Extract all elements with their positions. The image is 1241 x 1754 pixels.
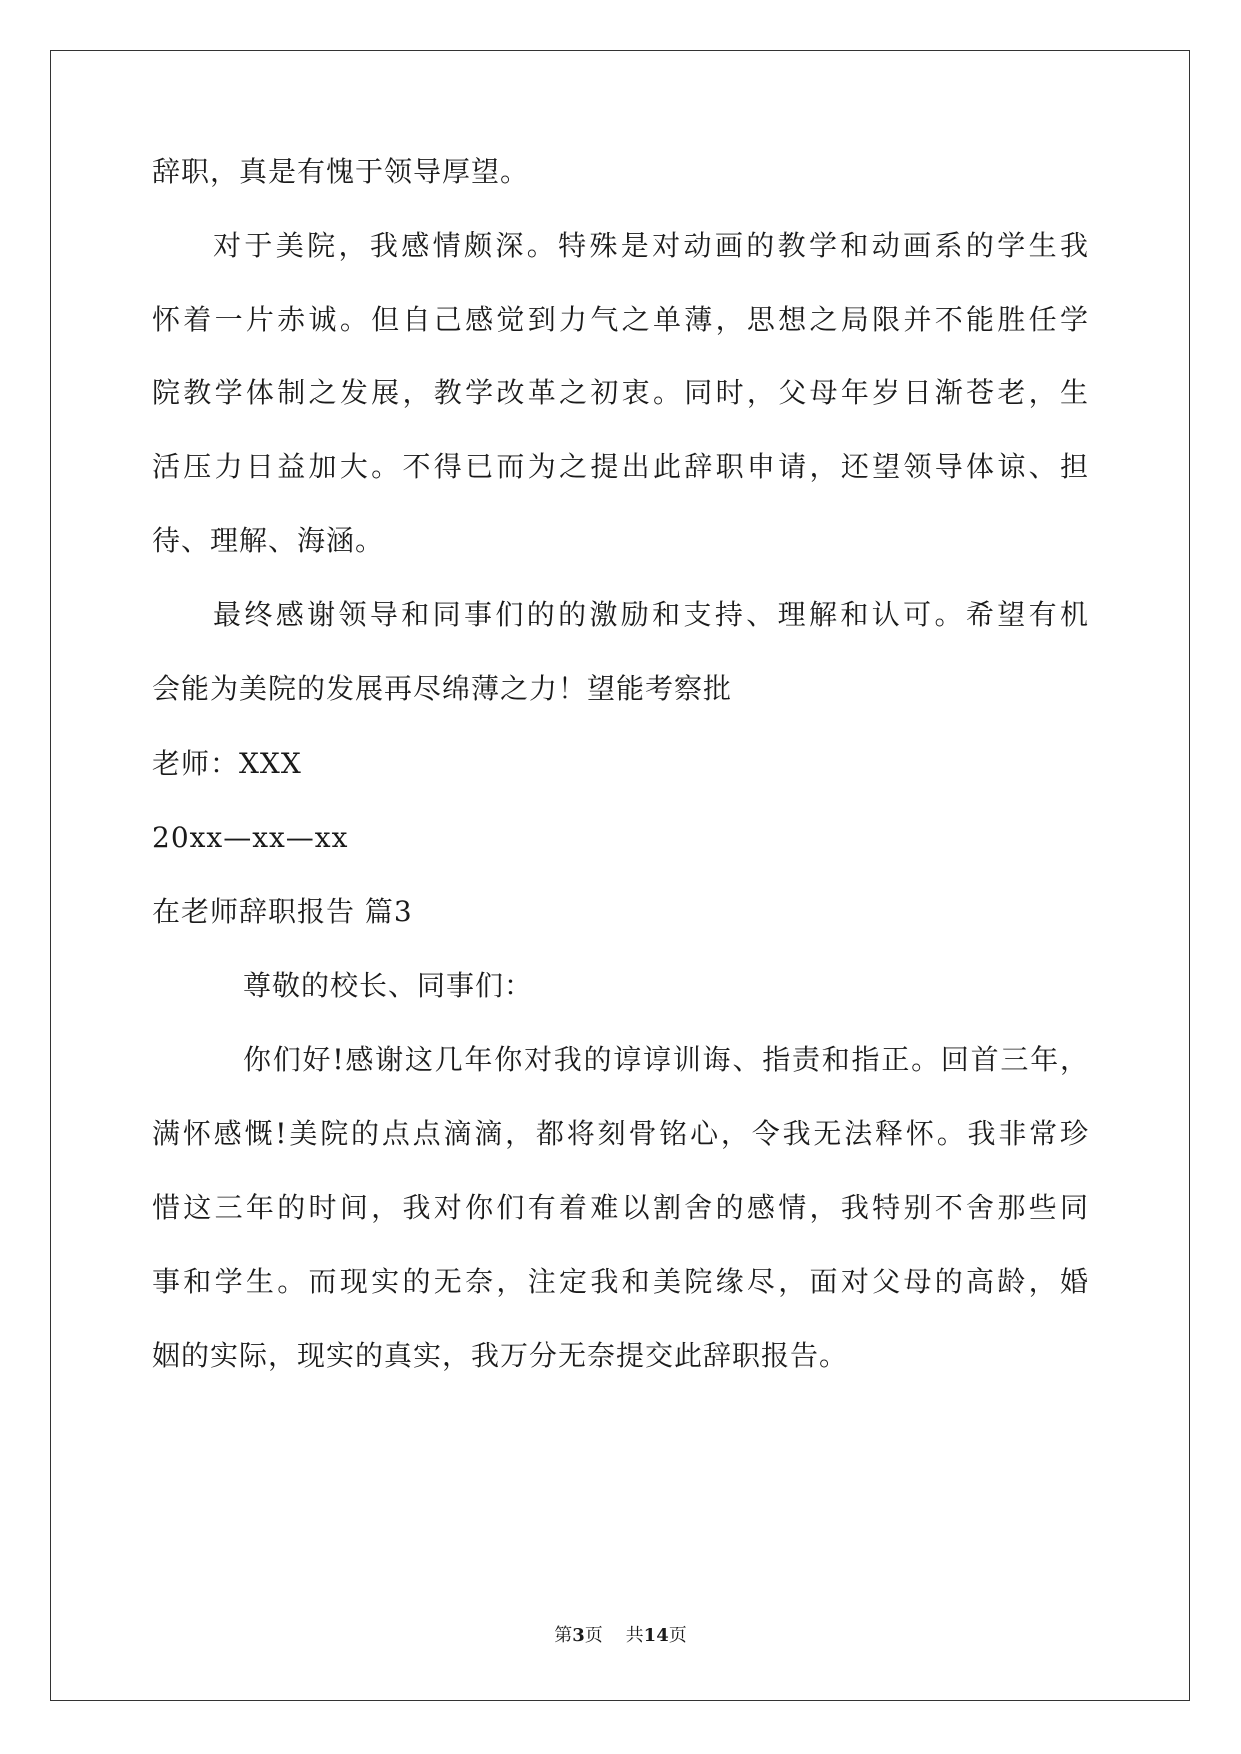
signature-teacher: 老师：XXX: [152, 747, 302, 780]
footer-total-pages: 14: [643, 1625, 669, 1646]
body-line: 满怀感慨!美院的点点滴滴，都将刻骨铭心，令我无法释怀。我非常珍: [152, 1117, 1089, 1150]
body-line: 院教学体制之发展，教学改革之初衷。同时，父母年岁日渐苍老，生: [152, 376, 1089, 409]
body-line: 你们好!感谢这几年你对我的谆谆训诲、指责和指正。回首三年，: [243, 1043, 1089, 1076]
salutation: 尊敬的校长、同事们：: [243, 969, 534, 1002]
body-line: 活压力日益加大。不得已而为之提出此辞职申请，还望领导体谅、担: [152, 450, 1089, 483]
body-line: 惜这三年的时间，我对你们有着难以割舍的感情，我特别不舍那些同: [152, 1191, 1089, 1224]
footer-total-suffix: 页: [668, 1625, 687, 1646]
page-footer: [0, 1627, 1241, 1645]
body-line: 辞职，真是有愧于领导厚望。: [152, 155, 530, 188]
signature-date: 20xx—xx—xx: [152, 821, 349, 854]
footer-total-prefix: 共: [625, 1625, 644, 1646]
footer-page-number: 3: [572, 1625, 585, 1646]
footer-page-suffix: 页: [584, 1625, 603, 1646]
body-line: 怀着一片赤诚。但自己感觉到力气之单薄，思想之局限并不能胜任学: [152, 303, 1089, 336]
body-line: 待、理解、海涵。: [152, 524, 385, 557]
body-line: 最终感谢领导和同事们的的激励和支持、理解和认可。希望有机: [213, 598, 1089, 631]
body-line: 对于美院，我感情颇深。特殊是对动画的教学和动画系的学生我: [213, 229, 1089, 262]
body-line: 事和学生。而现实的无奈，注定我和美院缘尽，面对父母的高龄，婚: [152, 1265, 1089, 1298]
body-line: 姻的实际，现实的真实，我万分无奈提交此辞职报告。: [152, 1339, 849, 1372]
footer-page-prefix: 第: [554, 1625, 573, 1646]
body-line: 会能为美院的发展再尽绵薄之力！望能考察批: [152, 672, 733, 705]
section-heading: 在老师辞职报告 篇3: [152, 895, 413, 928]
page-border: [50, 50, 1190, 1701]
